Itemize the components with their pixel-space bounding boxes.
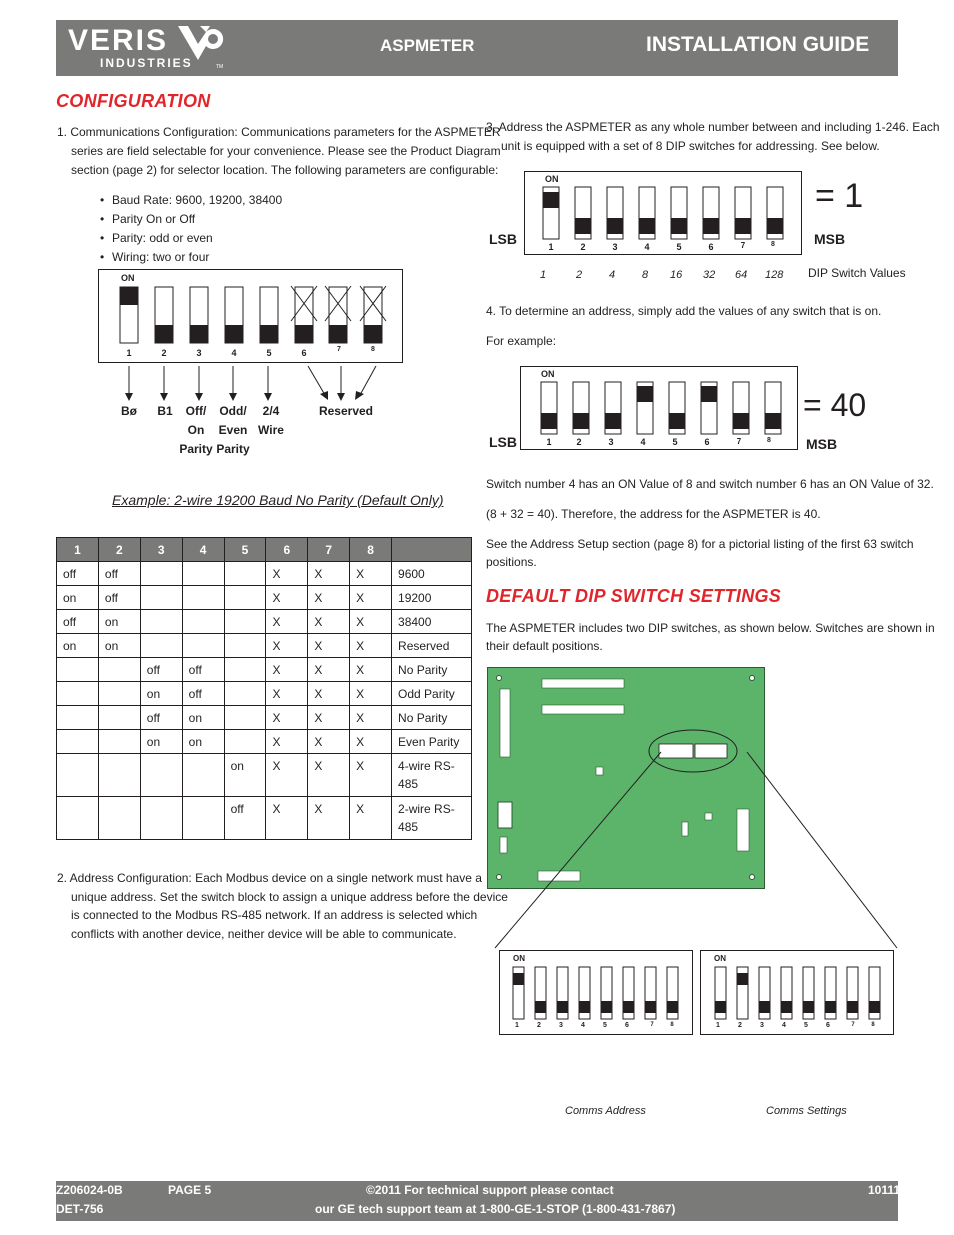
table-cell: No Parity bbox=[392, 658, 472, 682]
table-cell bbox=[57, 658, 99, 682]
dip-value: 8 bbox=[642, 269, 649, 281]
switch-number: 5 bbox=[603, 1022, 607, 1029]
table-cell bbox=[224, 658, 266, 682]
switch-number: 5 bbox=[266, 348, 272, 358]
label-parity-oddeven bbox=[213, 402, 253, 459]
table-row bbox=[57, 634, 472, 658]
switch-number: 3 bbox=[559, 1022, 563, 1029]
label-line: Odd/ bbox=[219, 404, 247, 418]
para-1-line-2: series are field selectable for your convenience. Please see the Product Diagram bbox=[71, 144, 501, 158]
lsb-label: LSB bbox=[489, 231, 517, 247]
switch-number: 3 bbox=[608, 437, 614, 447]
table-header: 7 bbox=[308, 538, 350, 562]
table-cell: off bbox=[57, 610, 99, 634]
dip-value: 64 bbox=[735, 269, 748, 281]
table-cell bbox=[98, 706, 140, 730]
table-cell: X bbox=[308, 634, 350, 658]
table-cell: X bbox=[266, 634, 308, 658]
guide-title: INSTALLATION GUIDE bbox=[646, 33, 870, 56]
label-line: Even bbox=[218, 423, 248, 437]
table-cell: X bbox=[308, 610, 350, 634]
table-cell: X bbox=[350, 706, 392, 730]
table-cell bbox=[98, 658, 140, 682]
logo-wordmark: VERIS bbox=[68, 24, 169, 57]
table-cell bbox=[140, 754, 182, 797]
table-cell: Reserved bbox=[392, 634, 472, 658]
table-row bbox=[57, 730, 472, 754]
table-cell bbox=[98, 797, 140, 840]
table-cell bbox=[57, 797, 99, 840]
doc-id: Z206024-0B bbox=[56, 1183, 123, 1197]
table-cell: 4-wire RS-485 bbox=[392, 754, 472, 797]
table-row bbox=[57, 562, 472, 586]
comms-settings-caption: Comms Settings bbox=[766, 1105, 847, 1117]
lsb-label: LSB bbox=[489, 434, 517, 450]
address-1-switches bbox=[524, 171, 802, 255]
switch-number: 2 bbox=[576, 437, 582, 447]
switch-number: 1 bbox=[126, 348, 132, 358]
switch-number: 6 bbox=[708, 242, 714, 252]
table-cell: on bbox=[98, 634, 140, 658]
table-header bbox=[392, 538, 472, 562]
table-cell bbox=[57, 682, 99, 706]
label-line: Off/ bbox=[185, 404, 207, 418]
table-cell: off bbox=[140, 658, 182, 682]
bullet-item: • Wiring: two or four bbox=[100, 248, 282, 267]
table-cell: X bbox=[266, 706, 308, 730]
det-code: DET-756 bbox=[56, 1202, 104, 1216]
address-result-40: = 40 bbox=[803, 387, 867, 423]
table-cell: on bbox=[98, 610, 140, 634]
dip-on-label: ON bbox=[541, 369, 555, 379]
table-cell: X bbox=[308, 586, 350, 610]
label-b1: B1 bbox=[157, 404, 173, 418]
switch-number: 8 bbox=[871, 1022, 875, 1028]
table-cell: on bbox=[182, 730, 224, 754]
default-line-1: The ASPMETER includes two DIP switches, as shown below. Switches are shown in bbox=[486, 621, 935, 635]
table-cell: X bbox=[350, 586, 392, 610]
table-cell: X bbox=[266, 797, 308, 840]
switch-number: 7 bbox=[650, 1022, 654, 1028]
table-row bbox=[57, 586, 472, 610]
switch-number: 7 bbox=[740, 241, 746, 250]
switch-number: 1 bbox=[546, 437, 552, 447]
switch-number: 2 bbox=[738, 1022, 742, 1029]
table-cell: off bbox=[57, 562, 99, 586]
label-parity-onoff bbox=[176, 402, 216, 459]
table-cell: X bbox=[308, 682, 350, 706]
label-line: Parity bbox=[179, 442, 213, 456]
address-40-switches bbox=[520, 366, 798, 450]
table-cell bbox=[182, 754, 224, 797]
table-cell: No Parity bbox=[392, 706, 472, 730]
switch-number: 7 bbox=[337, 346, 341, 353]
table-cell: X bbox=[350, 610, 392, 634]
table-cell bbox=[182, 610, 224, 634]
support-line: our GE tech support team at 1-800-GE-1-STOP (1-800-431-7867) bbox=[315, 1202, 676, 1216]
switch-number: 1 bbox=[548, 242, 554, 252]
para-1-line-1: 1. Communications Configuration: Communications parameters for the ASPMETER bbox=[57, 125, 501, 139]
product-name: ASPMETER bbox=[380, 36, 475, 55]
table-cell bbox=[57, 706, 99, 730]
msb-label: MSB bbox=[814, 231, 846, 247]
para-3-line-2: unit is equipped with a set of 8 DIP switches for addressing. See below. bbox=[501, 139, 880, 153]
dip-on-label: ON bbox=[121, 273, 135, 283]
bullet-item: • Parity: odd or even bbox=[100, 229, 282, 248]
table-cell bbox=[140, 634, 182, 658]
page-number: PAGE 5 bbox=[168, 1183, 212, 1197]
table-cell bbox=[182, 634, 224, 658]
table-cell bbox=[224, 634, 266, 658]
explain-line-3: See the Address Setup section (page 8) for a pictorial listing of the first 63 switch bbox=[486, 537, 914, 551]
table-cell: X bbox=[350, 658, 392, 682]
switch-number: 6 bbox=[625, 1022, 629, 1029]
dip-values-label: DIP Switch Values bbox=[808, 266, 906, 280]
dip-value: 16 bbox=[670, 269, 683, 281]
table-cell bbox=[224, 562, 266, 586]
default-dip-title: DEFAULT DIP SWITCH SETTINGS bbox=[486, 586, 782, 606]
address-result-1: = 1 bbox=[815, 177, 864, 215]
table-cell bbox=[57, 754, 99, 797]
switch-number: 4 bbox=[782, 1022, 786, 1029]
table-cell: on bbox=[57, 634, 99, 658]
table-header: 5 bbox=[224, 538, 266, 562]
table-cell: X bbox=[350, 730, 392, 754]
bullet-item: • Baud Rate: 9600, 19200, 38400 bbox=[100, 191, 282, 210]
table-cell: on bbox=[57, 586, 99, 610]
table-cell bbox=[224, 682, 266, 706]
table-row bbox=[57, 706, 472, 730]
switch-number: 8 bbox=[767, 437, 771, 444]
dip-value: 2 bbox=[576, 269, 583, 281]
switch-number: 5 bbox=[804, 1022, 808, 1029]
dip-value: 4 bbox=[609, 269, 616, 281]
switch-number: 6 bbox=[704, 437, 710, 447]
label-b0: Bø bbox=[121, 404, 137, 418]
table-cell: X bbox=[266, 610, 308, 634]
para-2-line-3: is connected to the Modbus RS-485 network. If an address is selected which bbox=[71, 908, 478, 922]
explain-line-2: (8 + 32 = 40). Therefore, the address for the ASPMETER is 40. bbox=[486, 507, 821, 521]
switch-number: 2 bbox=[161, 348, 167, 358]
table-row bbox=[57, 682, 472, 706]
default-line-2: their default positions. bbox=[486, 639, 603, 653]
table-cell bbox=[98, 682, 140, 706]
explain-line-4: positions. bbox=[486, 555, 537, 569]
table-cell bbox=[140, 586, 182, 610]
switch-number: 1 bbox=[515, 1022, 519, 1029]
switch-number: 4 bbox=[231, 348, 237, 358]
label-line: Parity bbox=[216, 442, 250, 456]
table-cell: X bbox=[308, 658, 350, 682]
table-cell: X bbox=[266, 562, 308, 586]
table-cell: X bbox=[266, 730, 308, 754]
table-cell bbox=[182, 797, 224, 840]
table-row bbox=[57, 797, 472, 840]
copyright: ©2011 For technical support please contact bbox=[366, 1183, 614, 1197]
table-cell: X bbox=[308, 706, 350, 730]
table-cell bbox=[224, 610, 266, 634]
table-cell bbox=[182, 562, 224, 586]
table-cell: off bbox=[98, 562, 140, 586]
msb-label: MSB bbox=[806, 436, 838, 452]
table-cell: off bbox=[98, 586, 140, 610]
footer-bar bbox=[56, 1181, 901, 1221]
label-reserved: Reserved bbox=[318, 404, 374, 418]
switch-number: 3 bbox=[612, 242, 618, 252]
table-cell bbox=[140, 797, 182, 840]
switch-number: 3 bbox=[760, 1022, 764, 1029]
table-cell: on bbox=[140, 682, 182, 706]
label-line: On bbox=[187, 423, 205, 437]
table-cell: on bbox=[182, 706, 224, 730]
comms-address-caption: Comms Address bbox=[565, 1105, 646, 1117]
para-2-line-4: conflicts with another device, neither device will be able to communicate. bbox=[71, 927, 457, 941]
table-cell bbox=[140, 562, 182, 586]
table-cell: off bbox=[224, 797, 266, 840]
table-cell: X bbox=[266, 586, 308, 610]
para-2-line-2: unique address. Set the switch block to assign a unique address before the device bbox=[71, 890, 508, 904]
table-header: 6 bbox=[266, 538, 308, 562]
label-wire bbox=[251, 402, 291, 440]
table-row bbox=[57, 754, 472, 797]
table-cell: Even Parity bbox=[392, 730, 472, 754]
table-cell: X bbox=[266, 754, 308, 797]
table-header: 8 bbox=[350, 538, 392, 562]
table-cell: X bbox=[350, 562, 392, 586]
table-cell bbox=[98, 730, 140, 754]
config-dip-switches bbox=[98, 269, 403, 363]
table-cell: X bbox=[350, 682, 392, 706]
example-caption: Example: 2-wire 19200 Baud No Parity (Default Only) bbox=[112, 492, 444, 508]
switch-number: 4 bbox=[640, 437, 646, 447]
switch-number: 8 bbox=[371, 346, 375, 353]
table-cell: 9600 bbox=[392, 562, 472, 586]
table-cell: Odd Parity bbox=[392, 682, 472, 706]
table-cell bbox=[224, 706, 266, 730]
switch-number: 2 bbox=[537, 1022, 541, 1029]
table-cell: X bbox=[350, 797, 392, 840]
bullet-item: • Parity On or Off bbox=[100, 210, 282, 229]
logo-subtitle: INDUSTRIES bbox=[100, 56, 193, 70]
table-cell: off bbox=[182, 682, 224, 706]
table-cell: X bbox=[308, 797, 350, 840]
switch-number: 4 bbox=[581, 1022, 585, 1029]
dip-on-label: ON bbox=[545, 174, 559, 184]
switch-number: 5 bbox=[676, 242, 682, 252]
table-cell: X bbox=[266, 682, 308, 706]
switch-number: 8 bbox=[670, 1022, 674, 1028]
para-3-line-1: 3. Address the ASPMETER as any whole number between and including 1-246. Each bbox=[486, 120, 940, 134]
table-cell: X bbox=[350, 634, 392, 658]
table-cell bbox=[224, 730, 266, 754]
switch-number: 8 bbox=[771, 241, 775, 248]
table-cell: 38400 bbox=[392, 610, 472, 634]
table-header: 2 bbox=[98, 538, 140, 562]
switch-number: 7 bbox=[736, 437, 742, 446]
switch-number: 5 bbox=[672, 437, 678, 447]
table-row bbox=[57, 610, 472, 634]
table-cell bbox=[140, 610, 182, 634]
switch-number: 1 bbox=[716, 1022, 720, 1029]
veris-logo-icon bbox=[176, 24, 226, 64]
dip-on-label: ON bbox=[714, 954, 726, 963]
table-cell: 19200 bbox=[392, 586, 472, 610]
label-line: Wire bbox=[258, 423, 284, 437]
switch-number: 2 bbox=[580, 242, 586, 252]
table-cell: X bbox=[266, 658, 308, 682]
switch-number: 3 bbox=[196, 348, 202, 358]
label-line: 2/4 bbox=[262, 404, 280, 418]
table-cell: X bbox=[308, 754, 350, 797]
switch-number: 4 bbox=[644, 242, 650, 252]
switch-number: 6 bbox=[301, 348, 307, 358]
para-4: 4. To determine an address, simply add the values of any switch that is on. bbox=[486, 304, 882, 318]
dip-value: 32 bbox=[703, 269, 716, 281]
table-cell: off bbox=[140, 706, 182, 730]
table-cell: X bbox=[350, 754, 392, 797]
switch-number: 6 bbox=[826, 1022, 830, 1029]
table-cell: on bbox=[224, 754, 266, 797]
table-row bbox=[57, 658, 472, 682]
table-cell: 2-wire RS-485 bbox=[392, 797, 472, 840]
table-cell bbox=[224, 586, 266, 610]
table-header: 3 bbox=[140, 538, 182, 562]
table-header: 1 bbox=[57, 538, 99, 562]
arrow-icons bbox=[98, 363, 403, 403]
table-cell bbox=[98, 754, 140, 797]
explain-line-1: Switch number 4 has an ON Value of 8 and switch number 6 has an ON Value of 32. bbox=[486, 477, 934, 491]
date-code: 10111 bbox=[868, 1183, 901, 1197]
table-cell: on bbox=[140, 730, 182, 754]
logo-trademark: TM bbox=[216, 64, 224, 70]
dip-value: 1 bbox=[540, 269, 547, 281]
para-2-line-1: 2. Address Configuration: Each Modbus device on a single network must have a bbox=[57, 871, 482, 885]
table-header: 4 bbox=[182, 538, 224, 562]
configuration-title: CONFIGURATION bbox=[56, 91, 211, 111]
table-cell: X bbox=[308, 730, 350, 754]
table-cell bbox=[182, 586, 224, 610]
table-cell bbox=[57, 730, 99, 754]
for-example-label: For example: bbox=[486, 334, 557, 348]
table-cell: off bbox=[182, 658, 224, 682]
dip-value: 128 bbox=[765, 269, 784, 281]
para-1-line-3: section (page 2) for selector location. The following parameters are configurable: bbox=[71, 163, 499, 177]
table-header-row bbox=[57, 538, 472, 562]
switch-number: 7 bbox=[851, 1022, 855, 1028]
configuration-table bbox=[56, 537, 472, 840]
parameter-list bbox=[100, 191, 282, 267]
dip-on-label: ON bbox=[513, 954, 525, 963]
zoom-lines bbox=[487, 750, 907, 960]
table-cell: X bbox=[308, 562, 350, 586]
